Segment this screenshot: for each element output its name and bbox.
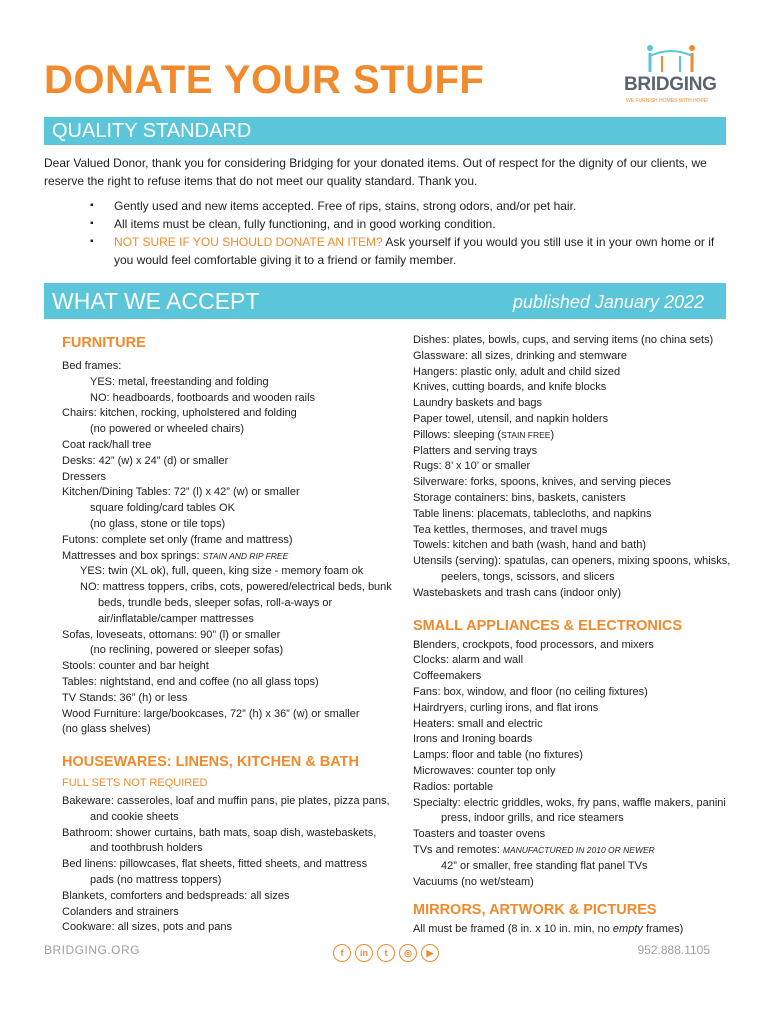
instagram-icon[interactable]: ◎ (399, 944, 417, 962)
list-item (413, 428, 733, 444)
bridging-logo (618, 44, 728, 106)
list-item: Sofas, loveseats, ottomans: 90” (l) or smaller (62, 628, 281, 641)
list-item: square folding/card tables OK (90, 502, 235, 515)
facebook-icon[interactable]: f (333, 944, 351, 962)
list-item: (no powered or wheeled chairs) (90, 423, 245, 436)
list-item: Fans: box, window, and floor (no ceiling fixtures) (413, 685, 648, 698)
quality-standard-banner (44, 117, 726, 145)
list-item: YES: metal, freestanding and folding (90, 375, 269, 388)
list-item: Coat rack/hall tree (62, 438, 152, 451)
quality-bullet (90, 197, 730, 215)
list-item: YES: twin (XL ok), full, queen, king size - memory foam ok (80, 565, 364, 578)
housewares-heading: HOUSEWARES: LINENS, KITCHEN & BATH (62, 754, 359, 771)
footer-phone: 952.888.1105 (637, 943, 710, 957)
pillows-note: STAIN FREE (501, 429, 551, 440)
list-item: Rugs: 8’ x 10’ or smaller (413, 460, 531, 473)
quality-bullets (90, 197, 730, 269)
list-item: Blenders, crockpots, food processors, and mixers (413, 638, 654, 651)
mirrors-emph: empty (612, 923, 643, 936)
bullet-icon: ▪ (90, 200, 94, 211)
list-item: Heaters: small and electric (413, 717, 543, 730)
linkedin-icon[interactable]: in (355, 944, 373, 962)
left-column (62, 333, 392, 936)
intro-paragraph: Dear Valued Donor, thank you for considering Bridging for your donated items. Out of respect for the dignity of our clients, we reserve the right to refuse items that do not meet our quality standard. Thank you. (44, 156, 707, 188)
quality-bullet (90, 233, 730, 269)
list-item: Stools: counter and bar height (62, 660, 209, 673)
list-item: Utensils (serving): spatulas, can openers, mixing spoons, whisks, peelers, tongs, scissors, and slicers (413, 555, 731, 583)
quality-standard-heading: QUALITY STANDARD (52, 120, 252, 142)
list-item: Dishes: plates, bowls, cups, and serving items (no china sets) (413, 334, 714, 346)
list-item: Paper towel, utensil, and napkin holders (413, 412, 609, 425)
logo-word: BRIDGING (624, 74, 717, 95)
bullet-text: All items must be clean, fully functioning, and in good working condition. (114, 217, 496, 231)
list-item: Bakeware: casseroles, loaf and muffin pans, pie plates, pizza pans, and cookie sheets (62, 794, 390, 823)
list-item: Tables: nightstand, end and coffee (no all glass tops) (62, 675, 319, 688)
published-date: published January 2022 (512, 292, 704, 312)
list-item: Specialty: electric griddles, woks, fry pans, waffle makers, panini press, indoor grills, and rice steamers (413, 796, 726, 825)
list-item (413, 843, 733, 859)
list-item: Kitchen/Dining Tables: 72” (l) x 42” (w) or smaller (62, 486, 300, 499)
list-item: Storage containers: bins, baskets, canisters (413, 491, 626, 504)
list-item: Clocks: alarm and wall (413, 654, 524, 667)
tvs-note: MANUFACTURED IN 2010 OR NEWER (502, 844, 655, 855)
tvs-label: TVs and remotes: (413, 843, 503, 856)
mirrors-text: All must be framed (8 in. x 10 in. min, no (413, 923, 613, 936)
mattress-label: Mattresses and box springs: (62, 549, 203, 562)
mirrors-heading: MIRRORS, ARTWORK & PICTURES (413, 902, 657, 919)
list-item: NO: headboards, footboards and wooden rails (90, 391, 316, 404)
twitter-icon[interactable]: t (377, 944, 395, 962)
list-item: Microwaves: counter top only (413, 764, 556, 777)
list-item: (no reclining, powered or sleeper sofas) (90, 644, 284, 657)
list-item: Bed linens: pillowcases, flat sheets, fitted sheets, and mattress pads (no mattress toppers) (62, 858, 368, 886)
list-item: Coffeemakers (413, 670, 482, 683)
list-item: Laundry baskets and bags (413, 397, 543, 410)
page-title: DONATE YOUR STUFF (44, 58, 485, 102)
list-item: Desks: 42” (w) x 24” (d) or smaller (62, 454, 229, 467)
list-item: TV Stands: 36” (h) or less (62, 691, 188, 704)
furniture-heading: FURNITURE (62, 335, 146, 351)
appliances-heading: SMALL APPLIANCES & ELECTRONICS (413, 617, 683, 634)
list-item: Colanders and strainers (62, 905, 179, 918)
list-item: Wastebaskets and trash cans (indoor only) (413, 586, 622, 599)
right-column (413, 333, 733, 938)
list-item: (no glass, stone or tile tops) (90, 517, 226, 530)
housewares-subheading: FULL SETS NOT REQUIRED (62, 777, 208, 790)
list-item: Toasters and toaster ovens (413, 828, 546, 841)
list-item: Wood Furniture: large/bookcases, 72” (h) x 36” (w) or smaller (62, 707, 360, 720)
quality-bullet (90, 215, 730, 233)
list-item: Silverware: forks, spoons, knives, and serving pieces (413, 476, 672, 489)
list-item: Platters and serving trays (413, 444, 538, 457)
footer-website[interactable]: BRIDGING.ORG (44, 943, 141, 957)
list-item: Radios: portable (413, 780, 494, 793)
bullet-icon: ▪ (90, 236, 94, 247)
bullet-highlight: NOT SURE IF YOU SHOULD DONATE AN ITEM? (114, 235, 383, 249)
list-item: Cookware: all sizes, pots and pans (62, 921, 232, 934)
bullet-text: Ask yourself if you would you still use it in your own home or if you would feel comfortable giving it to a friend or family member. (114, 235, 715, 267)
list-item: Irons and Ironing boards (413, 733, 533, 746)
list-item: Lamps: floor and table (no fixtures) (413, 749, 583, 762)
mattress-note: STAIN AND RIP FREE (202, 550, 289, 561)
list-item: Futons: complete set only (frame and mattress) (62, 533, 293, 546)
logo-tagline: WE FURNISH HOMES WITH HOPE! (626, 98, 709, 104)
list-item: Bed frames: (62, 360, 122, 372)
list-item: Hairdryers, curling irons, and flat irons (413, 701, 599, 714)
list-item: Knives, cutting boards, and knife blocks (413, 381, 607, 394)
bullet-text: Gently used and new items accepted. Free of rips, stains, strong odors, and/or pet hair. (114, 199, 577, 213)
list-item (413, 922, 733, 938)
pillows-close: ) (550, 428, 555, 441)
pillows-label: Pillows: sleeping ( (413, 428, 502, 441)
list-item: Glassware: all sizes, drinking and stemware (413, 349, 627, 362)
list-item: Tea kettles, thermoses, and travel mugs (413, 523, 608, 536)
list-item: Dressers (62, 470, 107, 483)
list-item: (no glass shelves) (62, 723, 151, 736)
mirrors-text-end: frames) (642, 923, 684, 936)
list-item: Hangers: plastic only, adult and child sized (413, 365, 621, 378)
youtube-icon[interactable]: ▶ (421, 944, 439, 962)
logo-figures-icon (640, 44, 702, 74)
list-item (62, 549, 392, 565)
what-we-accept-banner (44, 283, 726, 319)
social-links (333, 944, 439, 962)
list-item: Towels: kitchen and bath (wash, hand and bath) (413, 539, 646, 552)
list-item: Table linens: placemats, tablecloths, and napkins (413, 507, 652, 520)
what-we-accept-heading: WHAT WE ACCEPT (52, 288, 260, 314)
list-item: Bathroom: shower curtains, bath mats, soap dish, wastebaskets, and toothbrush holders (62, 826, 377, 855)
list-item: NO: mattress toppers, cribs, cots, powered/electrical beds, bunk beds, trundle beds, sleeper sofas, roll-a-ways or air/inflatable/camper mattresses (80, 581, 392, 625)
bullet-icon: ▪ (90, 218, 94, 229)
list-item: Chairs: kitchen, rocking, upholstered and folding (62, 407, 297, 420)
list-item: Vacuums (no wet/steam) (413, 875, 534, 888)
list-item: Blankets, comforters and bedspreads: all sizes (62, 889, 290, 902)
list-item: 42” or smaller, free standing flat panel TVs (441, 859, 648, 872)
